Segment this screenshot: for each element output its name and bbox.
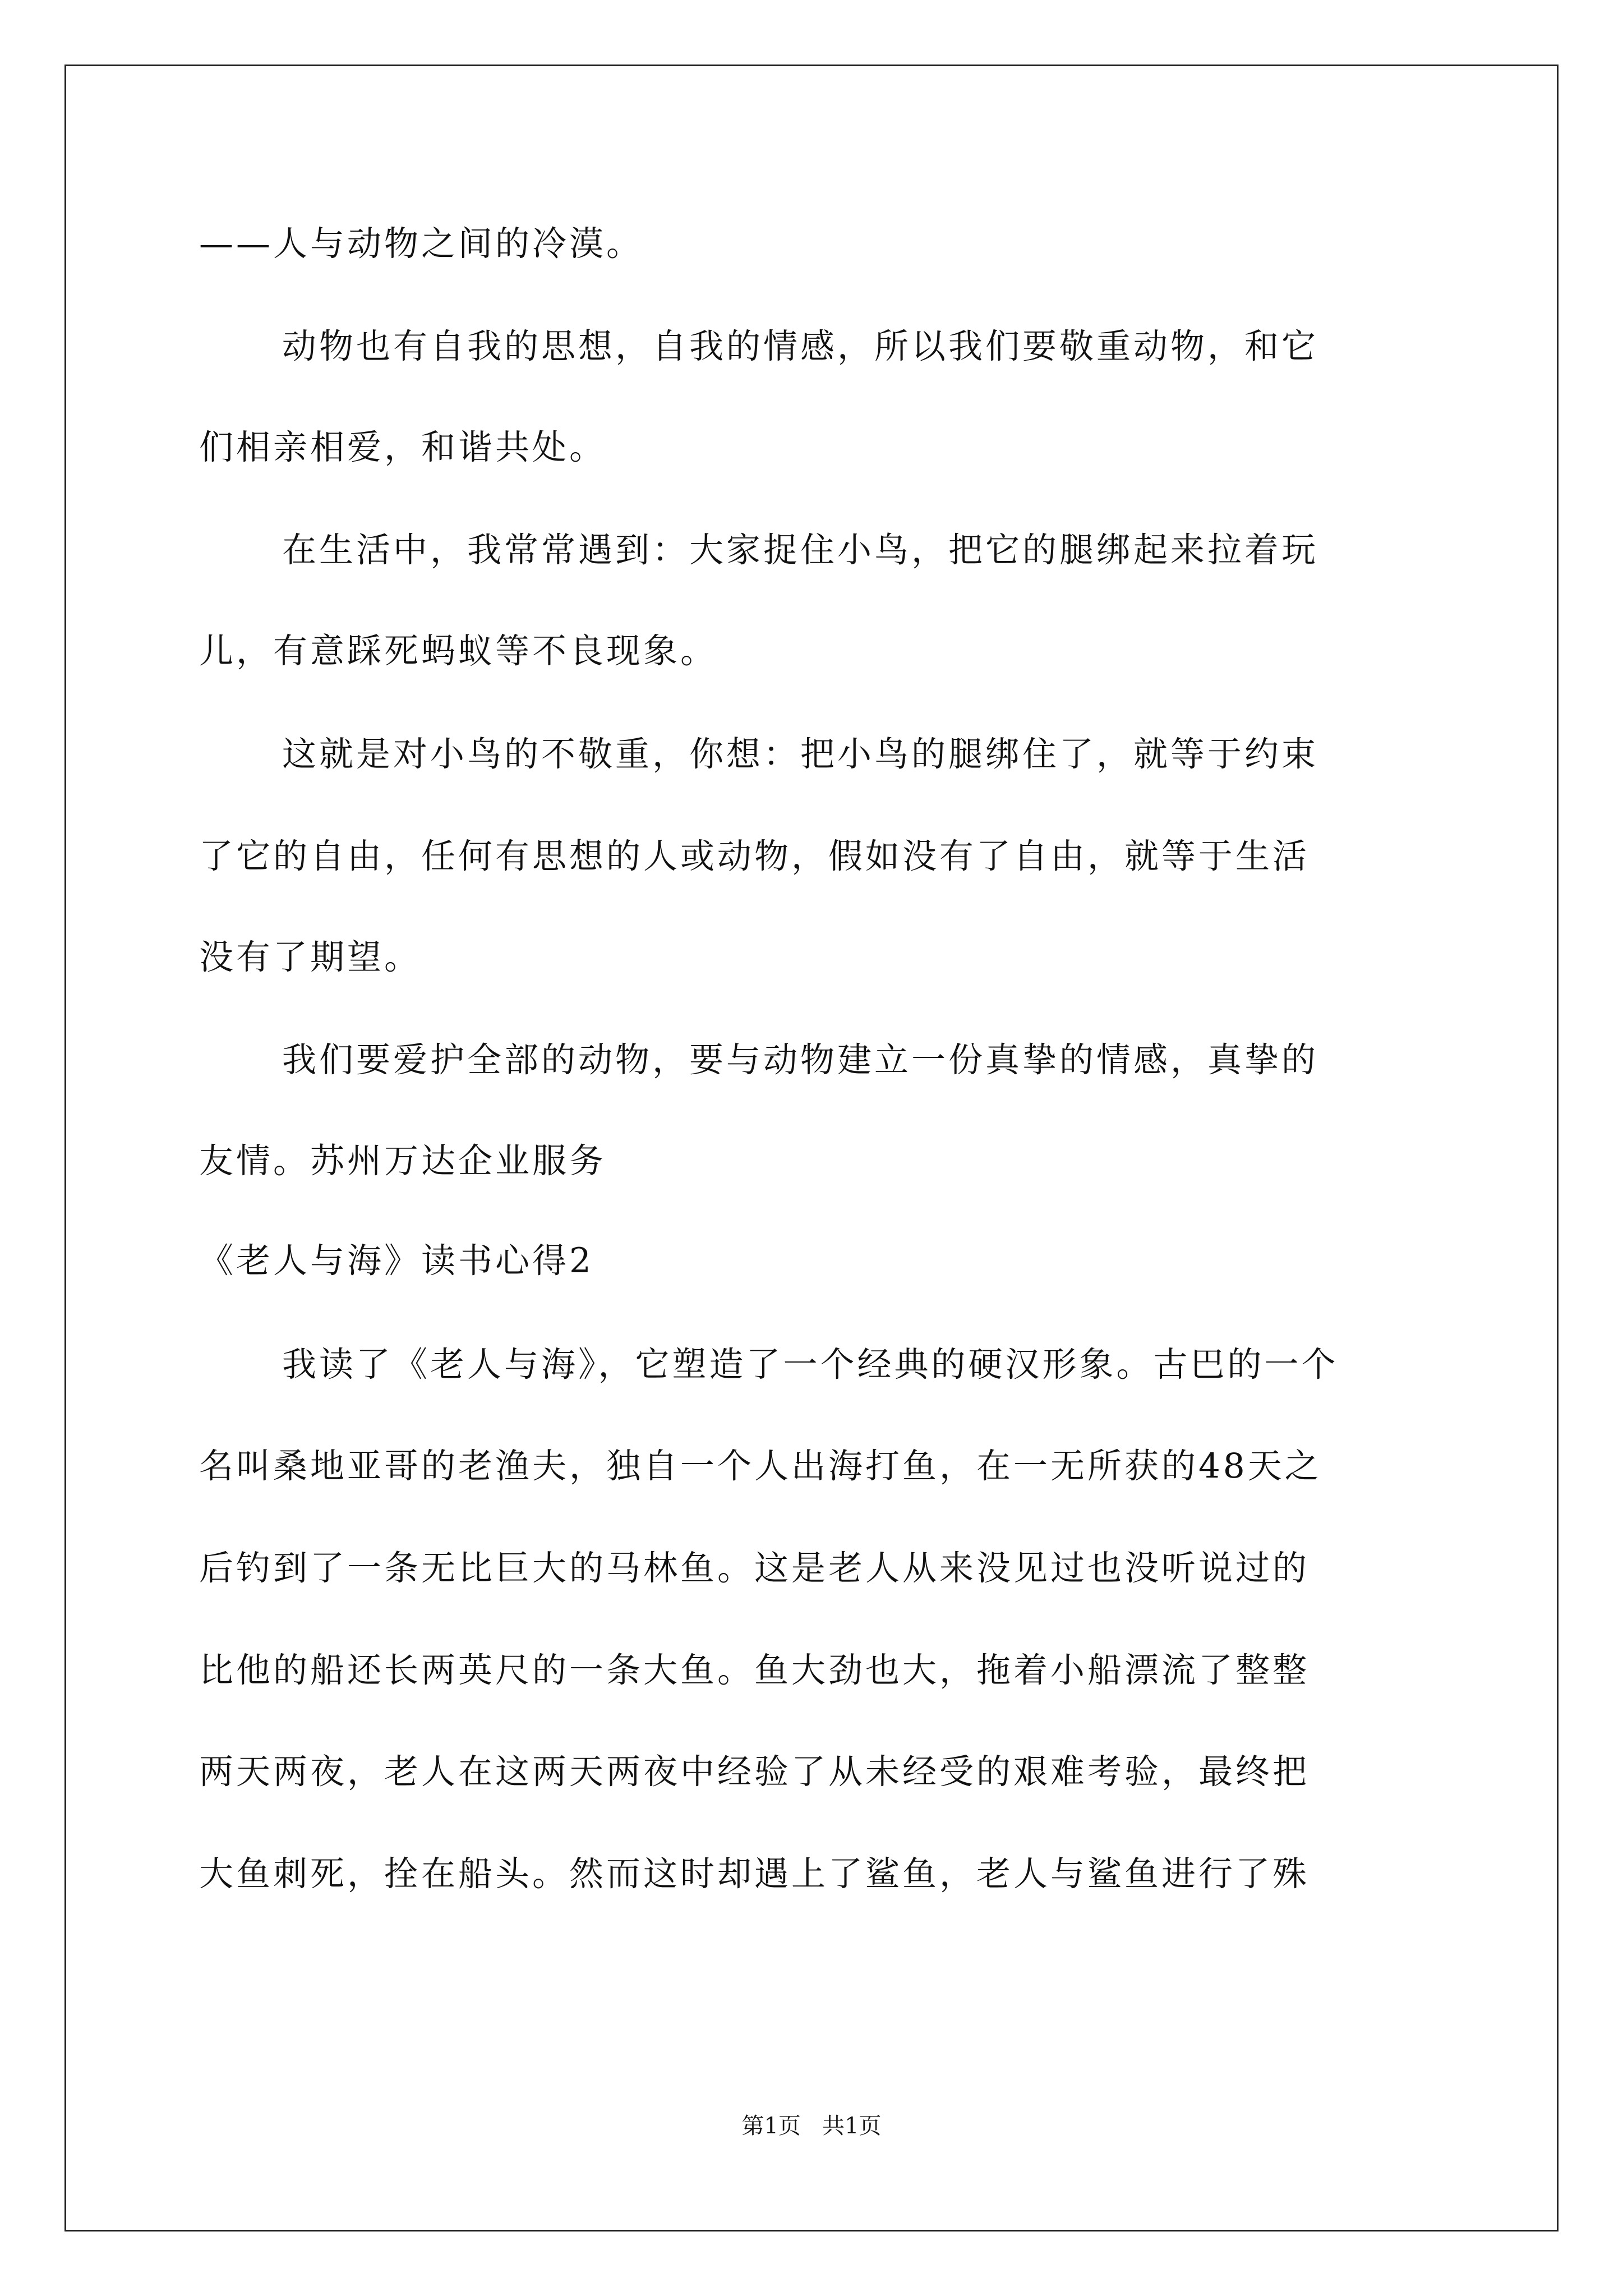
- text-line: 儿，有意踩死蚂蚁等不良现象。: [199, 631, 718, 671]
- text-line: 大鱼刺死，拴在船头。然而这时却遇上了鲨鱼，老人与鲨鱼进行了殊: [199, 1854, 1310, 1894]
- text-line: 友情。苏州万达企业服务: [199, 1141, 607, 1181]
- paragraph-first-line: 动物也有自我的思想，自我的情感，所以我们要敬重动物，和它: [282, 326, 1319, 366]
- paragraph-first-line: 在生活中，我常常遇到：大家捉住小鸟，把它的腿绑起来拉着玩: [282, 530, 1319, 570]
- text-line: 两天两夜，老人在这两天两夜中经验了从未经受的艰难考验，最终把: [199, 1752, 1310, 1792]
- paragraph-first-line: 我读了《老人与海》，它塑造了一个经典的硬汉形象。古巴的一个: [282, 1345, 1339, 1384]
- paragraph-first-line: 我们要爱护全部的动物，要与动物建立一份真挚的情感，真挚的: [282, 1040, 1319, 1080]
- text-line: 们相亲相爱，和谐共处。: [199, 427, 607, 467]
- text-line: 后钓到了一条无比巨大的马林鱼。这是老人从来没见过也没听说过的: [199, 1548, 1310, 1588]
- text-line: 名叫桑地亚哥的老渔夫，独自一个人出海打鱼，在一无所获的48天之: [199, 1446, 1322, 1486]
- text-line: 比他的船还长两英尺的一条大鱼。鱼大劲也大，拖着小船漂流了整整: [199, 1650, 1310, 1690]
- text-line: ——人与动物之间的冷漠。: [199, 224, 644, 264]
- paragraph-first-line: 这就是对小鸟的不敬重，你想：把小鸟的腿绑住了，就等于约束: [282, 734, 1319, 774]
- text-line: 没有了期望。: [199, 937, 422, 977]
- page-footer: 第1页 共1页: [741, 2113, 882, 2139]
- section-heading: 《老人与海》读书心得2: [199, 1241, 594, 1281]
- text-line: 了它的自由，任何有思想的人或动物，假如没有了自由，就等于生活: [199, 836, 1310, 876]
